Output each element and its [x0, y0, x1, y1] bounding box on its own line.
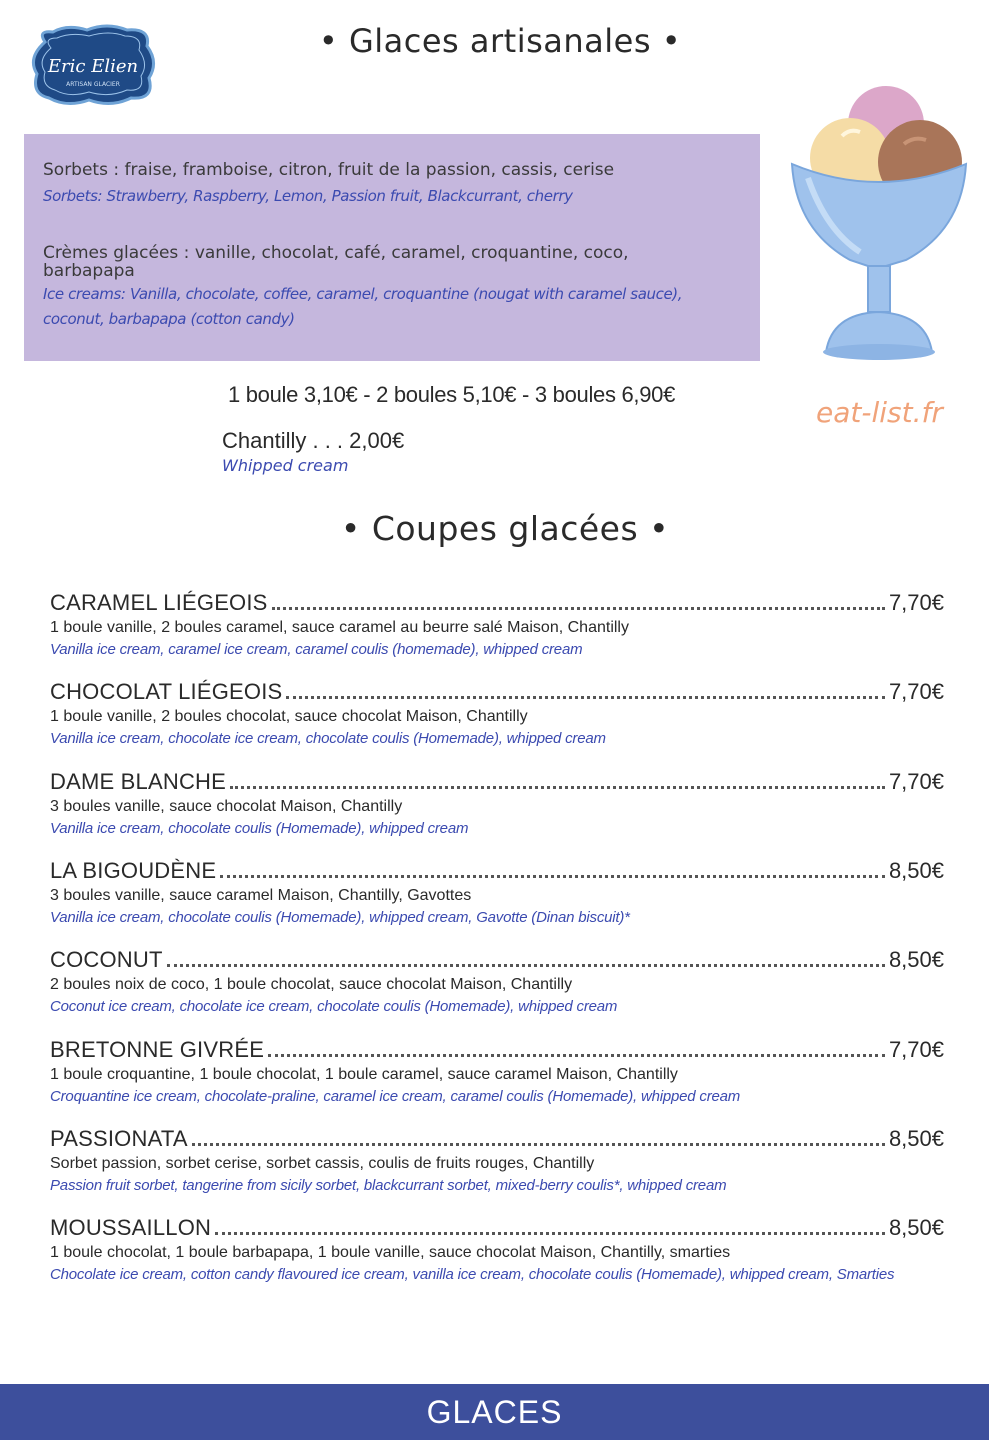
item-description-fr: 1 boule chocolat, 1 boule barbapapa, 1 boule vanille, sauce chocolat Maison, Chantilly, smarties — [50, 1244, 731, 1261]
leader-dots — [167, 964, 885, 967]
flavours-box — [24, 134, 760, 361]
chantilly-price: Chantilly . . . 2,00€ — [222, 428, 405, 453]
leader-dots — [272, 607, 885, 610]
item-price: 7,70€ — [888, 679, 944, 704]
menu-item — [50, 588, 944, 674]
item-name: DAME BLANCHE — [50, 769, 226, 794]
leader-dots — [268, 1054, 885, 1057]
menu-item — [50, 1124, 944, 1210]
item-description-fr: 3 boules vanille, sauce caramel Maison, Chantilly, Gavottes — [50, 887, 472, 904]
item-price: 7,70€ — [888, 590, 944, 615]
logo-text: Eric Elien — [47, 56, 139, 77]
item-price: 7,70€ — [888, 1037, 944, 1062]
item-price: 8,50€ — [888, 858, 944, 883]
sorbets-fr: Sorbets : fraise, framboise, citron, fruit de la passion, cassis, cerise — [43, 160, 615, 180]
item-name: CHOCOLAT LIÉGEOIS — [50, 679, 283, 704]
leader-dots — [286, 696, 885, 699]
item-name: MOUSSAILLON — [50, 1215, 212, 1240]
item-name: COCONUT — [50, 947, 163, 972]
item-description-en: Chocolate ice cream, cotton candy flavoured ice cream, vanilla ice cream, chocolate coulis (Homemade), whipped cream, Smarties — [50, 1266, 895, 1283]
footer-bar — [0, 1384, 989, 1440]
item-name: CARAMEL LIÉGEOIS — [50, 590, 268, 615]
brand-logo — [27, 22, 159, 108]
leader-dots — [215, 1232, 885, 1235]
item-description-en: Vanilla ice cream, caramel ice cream, caramel coulis (homemade), whipped cream — [50, 641, 583, 658]
menu-item — [50, 677, 944, 763]
menu-item — [50, 945, 944, 1031]
item-name: BRETONNE GIVRÉE — [50, 1037, 265, 1062]
cremes-en-line2: coconut, barbapapa (cotton candy) — [43, 310, 295, 328]
sorbets-en: Sorbets: Strawberry, Raspberry, Lemon, Passion fruit, Blackcurrant, cherry — [43, 187, 573, 205]
item-description-en: Croquantine ice cream, chocolate-praline, caramel ice cream, caramel coulis (Homemade), whipped cream — [50, 1088, 741, 1105]
ice-cream-cup-icon — [786, 80, 971, 362]
item-description-en: Vanilla ice cream, chocolate coulis (Homemade), whipped cream — [50, 820, 469, 837]
item-description-en: Vanilla ice cream, chocolate ice cream, chocolate coulis (Homemade), whipped cream — [50, 730, 606, 747]
item-description-en: Passion fruit sorbet, tangerine from sicily sorbet, blackcurrant sorbet, mixed-berry coulis*, whipped cream — [50, 1177, 727, 1194]
item-description-fr: 3 boules vanille, sauce chocolat Maison, Chantilly — [50, 798, 403, 815]
menu-item — [50, 767, 944, 853]
item-description-en: Coconut ice cream, chocolate ice cream, chocolate coulis (Homemade), whipped cream — [50, 998, 618, 1015]
cremes-en-line1: Ice creams: Vanilla, chocolate, coffee, caramel, croquantine (nougat with caramel sauce), — [43, 285, 683, 303]
chantilly-en: Whipped cream — [222, 456, 349, 475]
section-title-glaces: • Glaces artisanales • — [318, 22, 682, 60]
item-description-fr: 1 boule croquantine, 1 boule chocolat, 1 boule caramel, sauce caramel Maison, Chantilly — [50, 1066, 678, 1083]
item-description-en: Vanilla ice cream, chocolate coulis (Homemade), whipped cream, Gavotte (Dinan biscuit)* — [50, 909, 630, 926]
section-title-coupes: • Coupes glacées • — [340, 509, 670, 548]
menu-item — [50, 856, 944, 942]
cremes-fr-line2: barbapapa — [43, 261, 135, 281]
item-description-fr: 1 boule vanille, 2 boules caramel, sauce caramel au beurre salé Maison, Chantilly — [50, 619, 629, 636]
scoop-prices: 1 boule 3,10€ - 2 boules 5,10€ - 3 boules 6,90€ — [228, 382, 676, 407]
footer-label: GLACES — [426, 1393, 563, 1430]
leader-dots — [230, 786, 885, 789]
item-description-fr: 2 boules noix de coco, 1 boule chocolat, sauce chocolat Maison, Chantilly — [50, 976, 573, 993]
logo-tagline: ARTISAN GLACIER — [66, 81, 120, 88]
menu-item — [50, 1035, 944, 1121]
leader-dots — [220, 875, 885, 878]
leader-dots — [192, 1143, 885, 1146]
item-description-fr: Sorbet passion, sorbet cerise, sorbet cassis, coulis de fruits rouges, Chantilly — [50, 1155, 595, 1172]
item-name: LA BIGOUDÈNE — [50, 858, 217, 883]
item-price: 7,70€ — [888, 769, 944, 794]
cremes-fr-line1: Crèmes glacées : vanille, chocolat, café, caramel, croquantine, coco, — [43, 243, 629, 263]
item-price: 8,50€ — [888, 947, 944, 972]
item-description-fr: 1 boule vanille, 2 boules chocolat, sauce chocolat Maison, Chantilly — [50, 708, 528, 725]
item-price: 8,50€ — [888, 1215, 944, 1240]
watermark: eat-list.fr — [816, 396, 943, 429]
menu-item — [50, 1213, 944, 1299]
item-price: 8,50€ — [888, 1126, 944, 1151]
item-name: PASSIONATA — [50, 1126, 188, 1151]
